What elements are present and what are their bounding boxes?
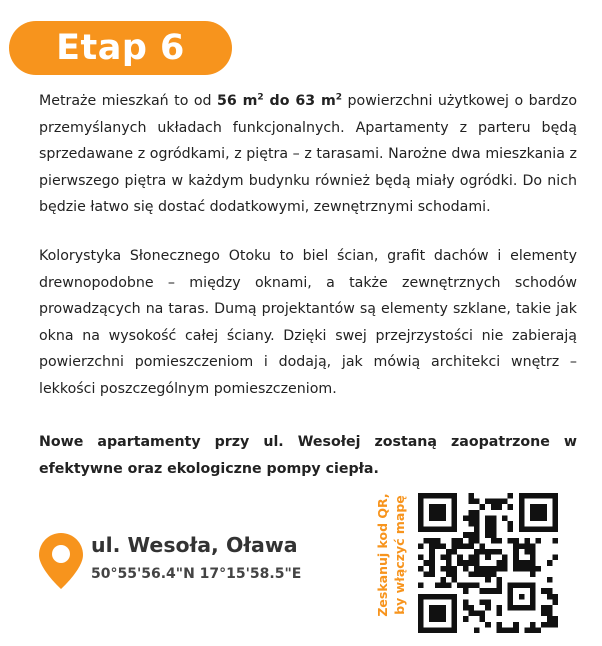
area-to-sup: 2 xyxy=(335,92,343,103)
paragraph-colors: Kolorystyka Słonecznego Otoku to biel ścian, grafit dachów i elementy drewnopodobne – między oknami, a także zewnętrznych schodów prowadzących na taras. Dumą projektantów są elementy szklane, takie jak okna na wysokość całej ściany. Dzięki swej przejrzystości nie zabierają powierzchni pomieszczeniom i dodają, jak mówią architekci wnętrz – lekkości poszczególnym pomieszczeniom. xyxy=(39,248,577,397)
address: ul. Wesoła, Oława xyxy=(91,533,298,557)
qr-caption-line1: Zeskanuj kod QR, xyxy=(375,493,390,617)
paragraph-heat-pumps: Nowe apartamenty przy ul. Wesołej zostaną zaopatrzone w efektywne oraz ekologiczne pompy ciepła. xyxy=(39,434,577,477)
paragraph-area-text-c: powierzchni użytkowej o bardzo przemyślanych układach funkcjonalnych. Apartamenty z parteru będą sprzedawane z ogródkami, z piętra – z tarasami. Narożne dwa mieszkania z pierwszego piętra w każdym budynku również będą miały ogródki. Do nich będzie łatwo się dostać dodatkowymi, zewnętrznymi schodami. xyxy=(39,93,578,215)
area-to-value: 63 m xyxy=(295,93,336,109)
paragraph-area xyxy=(39,88,577,221)
stage-badge xyxy=(9,21,232,75)
map-pin-icon xyxy=(39,533,83,589)
qr-code[interactable] xyxy=(418,493,558,633)
qr-caption-line2: by włączyć mapę xyxy=(392,495,407,615)
area-from-value: 56 m xyxy=(216,93,258,109)
area-from xyxy=(217,93,264,109)
area-from-sup: 2 xyxy=(257,92,264,103)
area-to xyxy=(295,93,342,109)
qr-caption xyxy=(374,485,408,625)
coordinates: 50°55'56.4"N 17°15'58.5"E xyxy=(91,566,302,582)
area-connector: do xyxy=(263,93,296,109)
paragraph-area-text-a: Metraże mieszkań to od xyxy=(39,93,217,109)
stage-title: Etap 6 xyxy=(56,28,185,68)
